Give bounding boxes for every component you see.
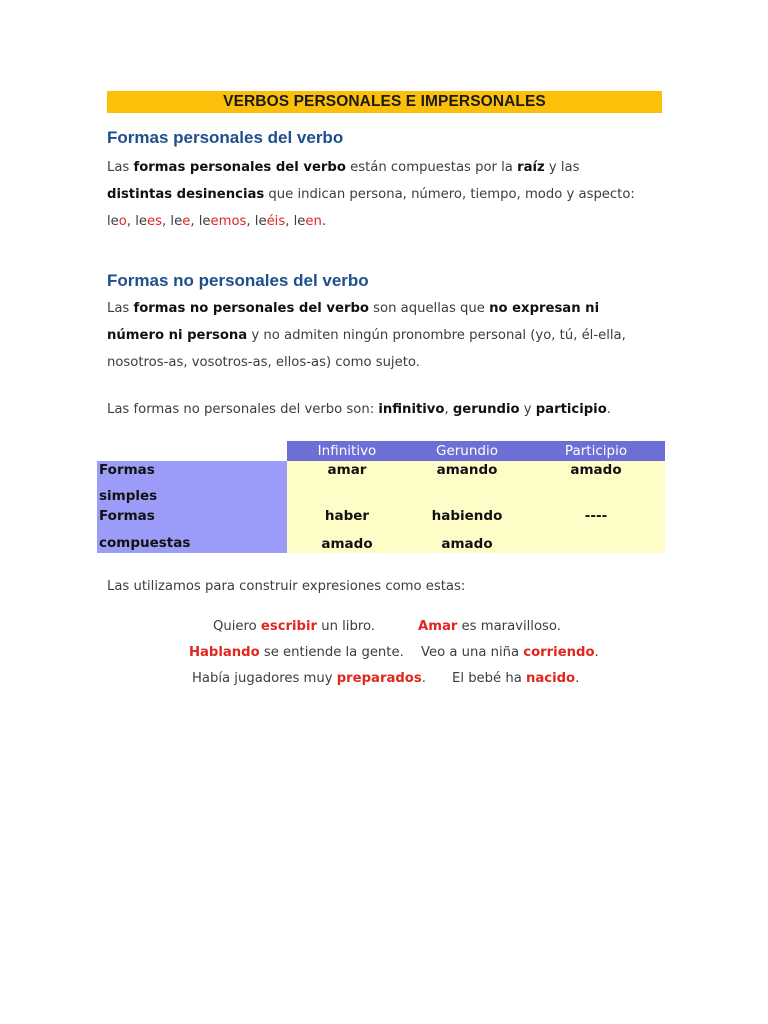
text: , <box>444 402 453 417</box>
bold-term: infinitivo <box>378 402 445 417</box>
example-leemos: leemos, <box>198 214 255 229</box>
examples-intro: Las utilizamos para construir expresiones como estas: <box>107 579 466 594</box>
column-header-participio: Participio <box>527 441 665 461</box>
bold-term: gerundio <box>452 402 520 417</box>
table-corner <box>97 441 287 461</box>
bold-term: distintas desinencias <box>107 187 265 202</box>
text: son aquellas que <box>368 301 490 316</box>
example-lee: lee, <box>170 214 199 229</box>
row-header-line: simples <box>99 488 158 504</box>
row-header-line: compuestas <box>99 535 191 551</box>
example-leo: leo, <box>107 214 136 229</box>
text: Las formas no personales del verbo son: <box>107 402 379 417</box>
column-header-gerundio: Gerundio <box>407 441 527 461</box>
section-heading-no-personales: Formas no personales del verbo <box>107 271 369 290</box>
example-leeis: leéis, <box>254 214 294 229</box>
paragraph-formas-personales <box>107 154 647 235</box>
table-cell: haber amado <box>287 507 407 553</box>
table-cell: habiendo amado <box>407 507 527 553</box>
text: que indican persona, número, tiempo, modo y aspecto: <box>264 187 635 202</box>
bold-term: formas no personales del verbo <box>133 301 369 316</box>
page-title: VERBOS PERSONALES E IMPERSONALES <box>107 91 662 113</box>
table-cell: ---- <box>527 507 665 553</box>
row-header-line: Formas <box>99 508 155 524</box>
paragraph-formas-no-personales <box>107 295 647 376</box>
example-sentence: Amar es maravilloso. <box>418 619 561 634</box>
example-row <box>107 666 667 692</box>
row-header-line: Formas <box>99 462 155 478</box>
example-lees: lees, <box>135 214 171 229</box>
table-cell: amado <box>527 461 665 507</box>
bold-term: no expresan ni número ni persona <box>107 301 600 343</box>
text: Las <box>107 301 134 316</box>
example-sentence: Quiero escribir un libro. <box>213 619 375 634</box>
table-row <box>97 507 665 553</box>
example-row <box>107 640 667 666</box>
example-sentence: Veo a una niña corriendo. <box>421 645 599 660</box>
paragraph-list-forms <box>107 396 647 423</box>
example-sentence: Había jugadores muy preparados. <box>192 671 426 686</box>
text: Las <box>107 160 134 175</box>
bold-term: raíz <box>517 160 545 175</box>
text: y no admiten ningún pronombre personal (yo, tú, él-ella, nosotros-as, vosotros-as, ellos-as) como sujeto. <box>107 328 626 370</box>
example-sentence: El bebé ha nacido. <box>452 671 580 686</box>
text: y <box>519 402 536 417</box>
text: . <box>606 402 611 417</box>
bold-term: participio <box>535 402 607 417</box>
table-cell: amando <box>407 461 527 507</box>
row-header-formas-simples <box>97 461 287 507</box>
bold-term: formas personales del verbo <box>133 160 346 175</box>
example-row <box>107 614 667 640</box>
table-cell: amar <box>287 461 407 507</box>
examples-block <box>107 614 667 692</box>
text: y las <box>544 160 580 175</box>
section-heading-personales: Formas personales del verbo <box>107 128 344 147</box>
example-leen: leen. <box>293 214 327 229</box>
table-header-row <box>97 441 665 461</box>
text: están compuestas por la <box>345 160 518 175</box>
table-row <box>97 461 665 507</box>
example-sentence: Hablando se entiende la gente. <box>189 645 404 660</box>
column-header-infinitivo: Infinitivo <box>287 441 407 461</box>
row-header-formas-compuestas <box>97 507 287 553</box>
verb-forms-table <box>97 441 665 553</box>
